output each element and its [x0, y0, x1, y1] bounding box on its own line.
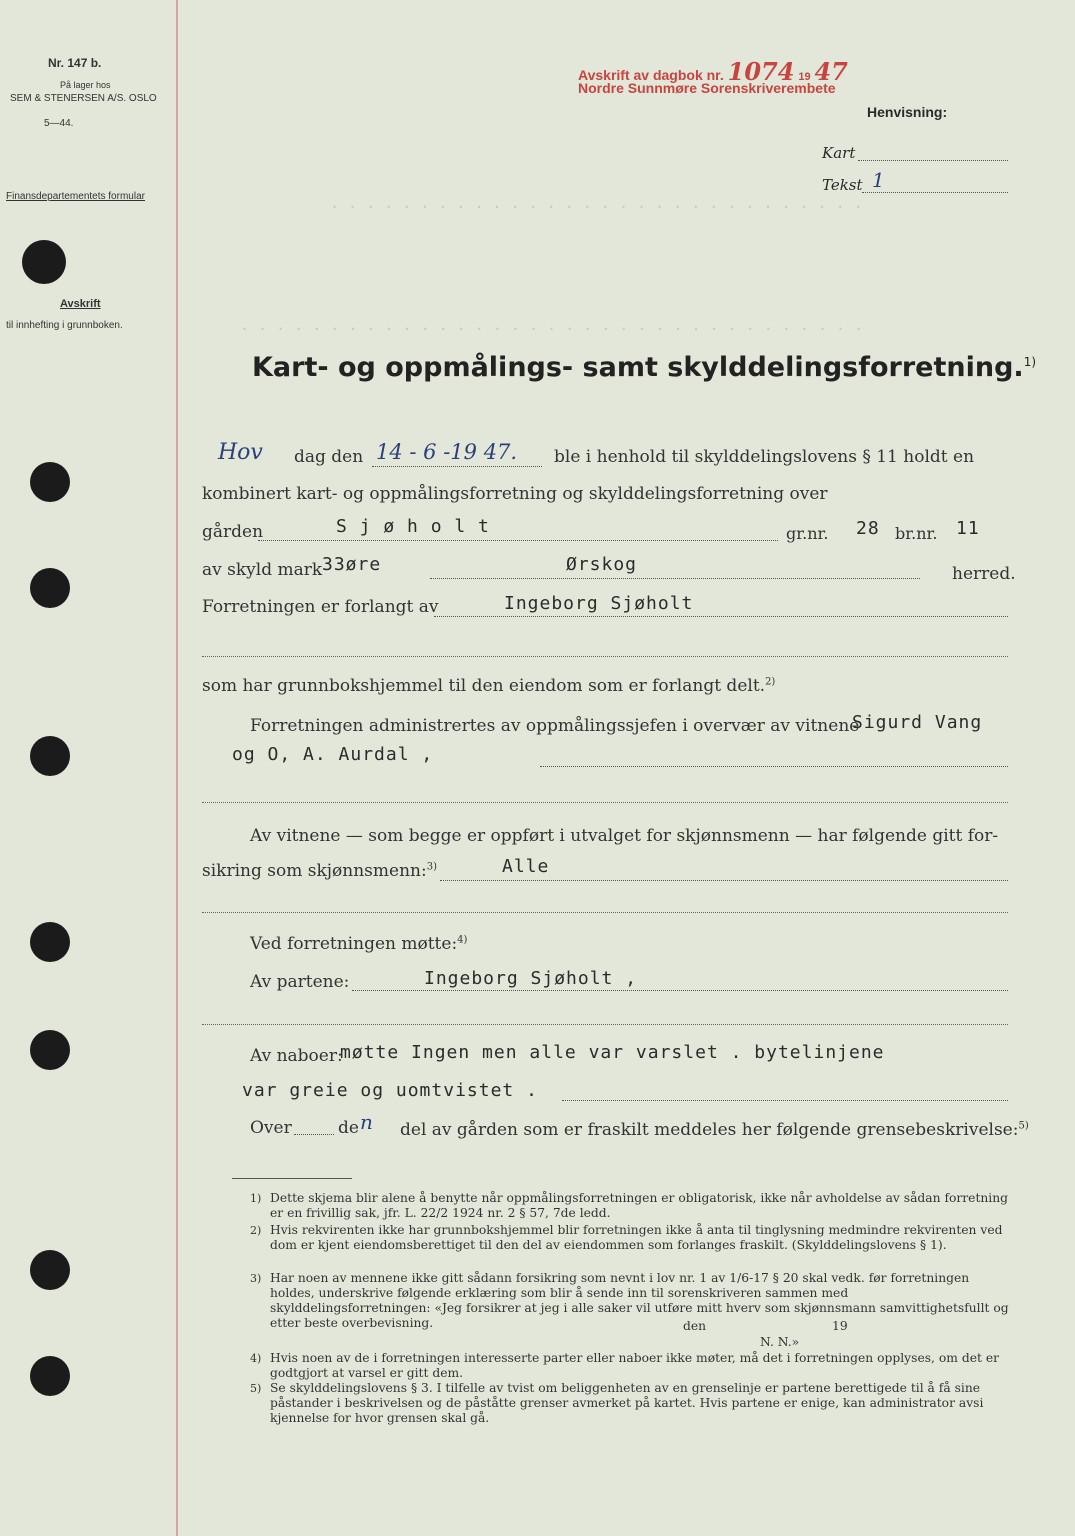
print-date: 5—44. — [44, 118, 74, 129]
bleed-through-text: · · · · · · · · · · · · · · · · · · · · · · · · · · · · · · — [330, 198, 863, 216]
herred-label: herred. — [952, 564, 1016, 584]
punch-hole — [22, 240, 66, 284]
over-rest-main: del av gården som er fraskilt meddeles her følgende grensebeskrivelse: — [400, 1120, 1019, 1140]
skyld-value: 33øre — [322, 554, 382, 575]
line1-rest: ble i henhold til skylddelingslovens § 11 holdt en — [554, 447, 975, 467]
over-line — [294, 1134, 334, 1135]
over-de: de — [338, 1118, 359, 1138]
avskrift-label: Avskrift — [60, 298, 101, 310]
bleed-through-text: · · · · · · · · · · · · · · · · · · · · · · · · · · · · · · · · · · · — [240, 320, 864, 338]
stamp-year: 47 — [814, 57, 848, 86]
henvisning-label: Henvisning: — [867, 104, 948, 120]
stamp-prefix: Avskrift av dagbok nr. — [578, 67, 724, 83]
grnr-value: 28 — [856, 518, 880, 539]
partene-line — [352, 990, 1008, 991]
blank-line — [202, 802, 1008, 803]
hjemmel-note: 2) — [765, 676, 776, 688]
footnote-3-den: den — [683, 1319, 707, 1333]
date-value: 14 - 6 -19 47. — [376, 440, 518, 464]
over-note: 5) — [1018, 1120, 1029, 1132]
forlangt-value: Ingeborg Sjøholt — [504, 593, 694, 614]
garden-line — [258, 540, 778, 541]
footnote-2-num: 2) — [250, 1224, 262, 1237]
brnr-value: 11 — [956, 518, 980, 539]
line2-text: kombinert kart- og oppmålingsforretning og skylddelingsforretning over — [202, 484, 828, 504]
over-rest — [400, 1120, 1029, 1140]
footnote-4-text: Hvis noen av de i forretningen interesserte parter eller naboer ikke møter, må det i forretningen opplyses, om det er godtgjort at varsel er gitt dem. — [270, 1351, 999, 1380]
stamp-line2: Nordre Sunnmøre Sorenskriverembete — [578, 80, 836, 96]
tekst-value: 1 — [872, 168, 885, 192]
motte-label — [250, 934, 467, 954]
date-line — [372, 466, 542, 467]
footnote-3-year: 19 — [832, 1319, 848, 1333]
printer-line1: På lager hos — [60, 80, 111, 90]
vitne-2: og O, A. Aurdal , — [232, 744, 434, 765]
partene-label: Av partene: — [250, 972, 350, 992]
footnote-1-text: Dette skjema blir alene å benytte når oppmålingsforretningen er obligatorisk, ikke når avholdelse av sådan forretning er en frivillig sak, jfr. L. 22/2 1924 nr. 2 § 57, 7de ledd. — [270, 1191, 1009, 1220]
footnote-4-num: 4) — [250, 1352, 262, 1365]
form-number: Nr. 147 b. — [48, 56, 102, 70]
punch-hole — [30, 922, 70, 962]
dagbok-number: 1074 — [727, 57, 795, 86]
footnote-3-text: Har noen av mennene ikke gitt sådann forsikring som nevnt i lov nr. 1 av 1/6-17 § 20 skal vedk. før forretningen holdes, underskrive følgende erklæring som blir å sende inn til sorenskriveren sammen med skylddelingsforretningen: «Jeg forsikrer at jeg i alle saker vil utføre mitt hverv som skjønnsmann samvittighetsfullt og etter beste overbevisning. — [270, 1271, 1009, 1330]
vitner-value: Alle — [502, 856, 550, 877]
brnr-label: br.nr. — [895, 524, 938, 543]
title-text: Kart- og oppmålings- samt skylddelingsforretning. — [252, 352, 1024, 383]
vitner-note: 3) — [426, 861, 437, 873]
vitner-text-1: Av vitnene — som begge er oppført i utvalget for skjønnsmenn — har følgende gitt for- — [250, 826, 999, 846]
hjemmel-main: som har grunnbokshjemmel til den eiendom som er forlangt delt. — [202, 676, 766, 696]
vitne-line — [540, 766, 1008, 767]
motte-note: 4) — [457, 934, 468, 946]
footnote-3-num: 3) — [250, 1272, 262, 1285]
red-margin-line — [176, 0, 178, 1536]
form-title — [252, 352, 1036, 383]
tekst-label: Tekst — [822, 176, 863, 194]
vitne-1: Sigurd Vang — [852, 712, 983, 733]
footnote-5-num: 5) — [250, 1382, 262, 1395]
punch-hole — [30, 736, 70, 776]
naboer-value: møtte Ingen men alle var varslet . bytelinjene — [340, 1042, 885, 1063]
footnote-5-text: Se skylddelingslovens § 3. I tilfelle av tvist om beliggenheten av en grenselinje er partene berettigede til å få sine påstander i beskrivelsen og de påståtte grenser avmerket på kartet. Hvis partene er enige, kan administrator avsi kjennelse for hvor grensen skal gå. — [270, 1381, 984, 1425]
footnote-2-text: Hvis rekvirenten ikke har grunnbokshjemmel blir forretningen ikke å anta til tinglysning medmindre rekvirenten ved dom er kjent eiendomsberettiget til den del av eiendommen som forlanges fraskilt. (Skylddelingslovens § 1). — [270, 1223, 1003, 1252]
punch-hole — [30, 462, 70, 502]
footnote-3-nn: N. N.» — [760, 1335, 800, 1349]
hjemmel-text — [202, 676, 775, 696]
grunnbok-purpose: til innhefting i grunnboken. — [6, 320, 123, 331]
naboer-label: Av naboer: — [250, 1046, 343, 1066]
motte-main: Ved forretningen møtte: — [250, 934, 458, 954]
footnote-1-num: 1) — [250, 1192, 262, 1205]
vitner-line — [440, 880, 1008, 881]
forlangt-line — [434, 616, 1008, 617]
place-handwritten: Hov — [218, 440, 263, 465]
over-n: n — [360, 1110, 373, 1134]
over-label: Over — [250, 1118, 292, 1138]
title-footnote-ref: 1) — [1023, 355, 1037, 369]
punch-hole — [30, 1030, 70, 1070]
skyld-label: av skyld mark — [202, 560, 323, 580]
naboer-line — [562, 1100, 1008, 1101]
printer-line2: SEM & STENERSEN A/S. OSLO — [10, 93, 157, 104]
kart-label: Kart — [822, 144, 856, 162]
ministry-formular: Finansdepartementets formular — [6, 191, 145, 202]
garden-value: S j ø h o l t — [336, 516, 490, 537]
forlangt-label: Forretningen er forlangt av — [202, 597, 439, 617]
stamp-year-prefix: 19 — [798, 71, 811, 83]
herred-value: Ørskog — [566, 554, 638, 575]
footnote-separator — [232, 1178, 352, 1179]
vitner-text-2 — [202, 861, 437, 881]
garden-label: gården — [202, 522, 264, 542]
vitner-text-2-main: sikring som skjønnsmenn: — [202, 861, 427, 881]
tekst-line — [862, 192, 1008, 193]
naboer-value-2: var greie og uomtvistet . — [242, 1080, 538, 1101]
partene-value: Ingeborg Sjøholt , — [424, 968, 638, 989]
grnr-label: gr.nr. — [786, 524, 829, 543]
dag-den-label: dag den — [294, 447, 364, 467]
kart-line — [858, 160, 1008, 161]
blank-line — [202, 912, 1008, 913]
herred-line — [430, 578, 920, 579]
admin-text: Forretningen administrertes av oppmålingssjefen i overvær av vitnene — [250, 716, 860, 736]
blank-line — [202, 1024, 1008, 1025]
punch-hole — [30, 568, 70, 608]
blank-line — [202, 656, 1008, 657]
punch-hole — [30, 1250, 70, 1290]
punch-hole — [30, 1356, 70, 1396]
